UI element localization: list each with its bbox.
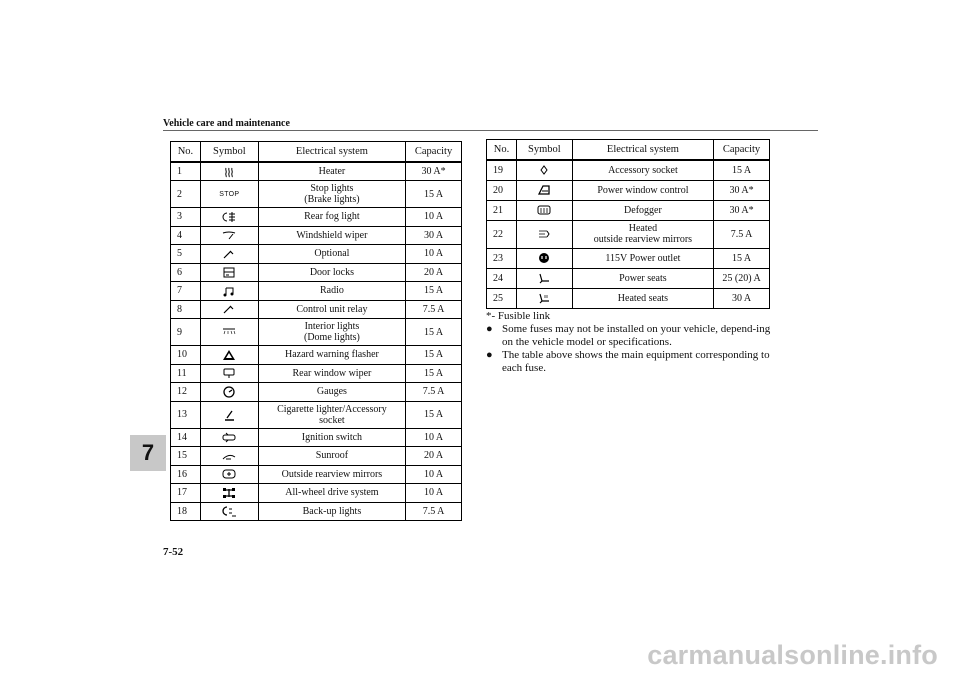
col-header-system: Electrical system (258, 142, 405, 163)
fuse-capacity: 15 A (406, 346, 462, 365)
fuse-symbol (200, 502, 258, 521)
fuse-capacity: 15 A (406, 401, 462, 428)
fuse-system (572, 268, 713, 288)
table-row (171, 364, 462, 383)
fuse-capacity: 15 A (714, 160, 770, 180)
table-row (171, 226, 462, 245)
fuse-symbol (200, 282, 258, 301)
fuse-number: 3 (171, 208, 201, 227)
fuse-capacity: 7.5 A (406, 502, 462, 521)
system-line: Hazard warning flasher (285, 349, 379, 361)
fuse-symbol (516, 200, 572, 220)
fuse-number: 8 (171, 300, 201, 319)
fuse-number: 7 (171, 282, 201, 301)
fuse-system (258, 263, 405, 282)
fuse-symbol (200, 162, 258, 181)
col-header-capacity: Capacity (714, 140, 770, 161)
system-line: socket (319, 414, 345, 426)
notes (486, 310, 776, 375)
system-line: All-wheel drive system (285, 487, 379, 499)
fuse-capacity: 7.5 A (406, 300, 462, 319)
fuse-capacity: 15 A (406, 364, 462, 383)
table-row (487, 268, 770, 288)
section-header: Vehicle care and maintenance (163, 118, 290, 129)
note-bullet (486, 349, 776, 375)
fuse-system (258, 447, 405, 466)
fuse-number: 6 (171, 263, 201, 282)
fuse-capacity: 10 A (406, 465, 462, 484)
fuse-number: 5 (171, 245, 201, 264)
fuse-symbol (200, 181, 258, 208)
col-header-symbol: Symbol (200, 142, 258, 163)
system-line: Door locks (309, 266, 354, 278)
fuse-symbol (200, 208, 258, 227)
table-row (171, 428, 462, 447)
table-row (487, 200, 770, 220)
fuse-system (572, 180, 713, 200)
fuse-capacity: 30 A* (714, 180, 770, 200)
table-row (171, 181, 462, 208)
all-wheel-drive-icon (222, 487, 236, 499)
table-row (171, 245, 462, 264)
fuse-system (258, 300, 405, 319)
fuse-system (258, 226, 405, 245)
fuse-system (258, 428, 405, 447)
system-line: outside rearview mirrors (593, 234, 693, 245)
fuse-system (572, 288, 713, 308)
system-line: Power window control (597, 184, 689, 196)
fuse-system (572, 200, 713, 220)
fuse-symbol (516, 268, 572, 288)
system-line: 115V Power outlet (605, 252, 681, 264)
col-header-no: No. (171, 142, 201, 163)
fuse-system (258, 401, 405, 428)
fuse-symbol (200, 300, 258, 319)
system-line: Cigarette lighter/Accessory (277, 403, 387, 415)
table-row (487, 180, 770, 200)
fuse-system (258, 282, 405, 301)
fuse-number: 15 (171, 447, 201, 466)
windshield-wiper-icon (222, 229, 236, 241)
interior-lights-icon (222, 326, 236, 338)
fuse-number: 10 (171, 346, 201, 365)
fuse-system (258, 364, 405, 383)
table-row (171, 383, 462, 402)
fuse-symbol (200, 245, 258, 264)
fuse-number: 12 (171, 383, 201, 402)
fuse-capacity: 30 A (406, 226, 462, 245)
gauges-icon (222, 386, 236, 398)
fuse-number: 21 (487, 200, 517, 220)
system-line: Heated (628, 223, 658, 234)
table-row (171, 465, 462, 484)
fuse-number: 18 (171, 502, 201, 521)
system-line: Radio (319, 285, 344, 297)
fuse-symbol (516, 180, 572, 200)
outside-mirrors-icon (222, 468, 236, 480)
system-line: Heated seats (617, 292, 669, 304)
fuse-symbol (516, 288, 572, 308)
fuse-symbol (516, 160, 572, 180)
col-header-no: No. (487, 140, 517, 161)
fuse-capacity: 20 A (406, 447, 462, 466)
accessory-socket-icon (537, 164, 551, 176)
fuse-table-left (170, 141, 462, 521)
fuse-number: 24 (487, 268, 517, 288)
table-row (487, 248, 770, 268)
fuse-symbol (200, 484, 258, 503)
system-line: Rear fog light (304, 211, 360, 223)
fuse-number: 4 (171, 226, 201, 245)
header-rule (163, 130, 818, 131)
fuse-capacity: 7.5 A (714, 220, 770, 248)
fuse-symbol (516, 248, 572, 268)
fuse-capacity: 7.5 A (406, 383, 462, 402)
fuse-system (258, 245, 405, 264)
ignition-switch-icon (222, 431, 236, 443)
fuse-number: 14 (171, 428, 201, 447)
page-number: 7-52 (163, 546, 184, 558)
radio-icon (222, 285, 236, 297)
rear-window-wiper-icon (222, 367, 236, 379)
table-row (171, 300, 462, 319)
system-line: Defogger (624, 204, 662, 216)
fuse-system (572, 220, 713, 248)
fuse-symbol (200, 319, 258, 346)
table-row (487, 160, 770, 180)
fuse-symbol (516, 220, 572, 248)
fuse-table-right (486, 139, 770, 309)
system-line: Gauges (316, 386, 347, 398)
fuse-symbol (200, 428, 258, 447)
fuse-symbol (200, 383, 258, 402)
system-line: Windshield wiper (296, 229, 368, 241)
fuse-number: 2 (171, 181, 201, 208)
fuse-symbol (200, 465, 258, 484)
table-row (487, 288, 770, 308)
table-row (171, 208, 462, 227)
power-seats-icon (537, 272, 551, 284)
fuse-capacity: 10 A (406, 484, 462, 503)
system-line: Sunroof (315, 450, 349, 462)
table-row (487, 220, 770, 248)
table-row (171, 263, 462, 282)
fuse-system (258, 502, 405, 521)
fuse-system (258, 181, 405, 208)
fuse-capacity: 30 A (714, 288, 770, 308)
fuse-system (258, 465, 405, 484)
fuse-capacity: 30 A* (714, 200, 770, 220)
fuse-capacity: 15 A (406, 181, 462, 208)
chapter-tab: 7 (130, 435, 166, 471)
heated-mirrors-icon (537, 228, 551, 240)
rear-fog-light-icon (222, 211, 236, 223)
back-up-lights-icon (222, 505, 236, 517)
note-bullet (486, 323, 776, 349)
system-line: Ignition switch (301, 431, 363, 443)
table-row (171, 447, 462, 466)
fuse-number: 16 (171, 465, 201, 484)
fuse-capacity: 30 A* (406, 162, 462, 181)
system-line: Optional (314, 248, 350, 260)
table-row (171, 319, 462, 346)
optional-icon (222, 248, 236, 260)
fuse-system (258, 319, 405, 346)
fuse-capacity: 10 A (406, 245, 462, 264)
col-header-capacity: Capacity (406, 142, 462, 163)
fuse-number: 13 (171, 401, 201, 428)
fuse-number: 25 (487, 288, 517, 308)
fuse-system (258, 208, 405, 227)
system-line: (Brake lights) (304, 194, 360, 205)
hazard-warning-icon (222, 349, 236, 361)
heater-icon (222, 166, 236, 178)
fuse-capacity: 25 (20) A (714, 268, 770, 288)
system-line: Back-up lights (302, 505, 362, 517)
table-row (171, 346, 462, 365)
power-window-icon (537, 184, 551, 196)
fuse-system (258, 383, 405, 402)
fuse-capacity: 20 A (406, 263, 462, 282)
note-bullet-text: The table above shows the main equipment corresponding to each fuse. (502, 349, 770, 374)
fuse-capacity: 10 A (406, 428, 462, 447)
fuse-symbol (200, 364, 258, 383)
fuse-symbol (200, 401, 258, 428)
system-line: Control unit relay (296, 303, 368, 315)
fuse-number: 20 (487, 180, 517, 200)
note-bullet-text: Some fuses may not be installed on your vehicle, depend-ing on the vehicle model or specifications. (502, 323, 771, 348)
system-line: Accessory socket (608, 164, 678, 176)
fuse-capacity: 15 A (406, 282, 462, 301)
col-header-symbol: Symbol (516, 140, 572, 161)
table-row (171, 484, 462, 503)
system-line: Outside rearview mirrors (281, 468, 383, 480)
fuse-system (258, 162, 405, 181)
table-row (171, 401, 462, 428)
system-line: Rear window wiper (292, 367, 372, 379)
fuse-capacity: 15 A (406, 319, 462, 346)
table-row (171, 162, 462, 181)
power-outlet-icon (537, 252, 551, 264)
system-line: Power seats (619, 272, 667, 284)
bullet-dot-icon: ● (486, 349, 493, 361)
fuse-number: 9 (171, 319, 201, 346)
fuse-symbol (200, 226, 258, 245)
bullet-dot-icon: ● (486, 323, 493, 335)
sunroof-icon (222, 450, 236, 462)
fuse-number: 19 (487, 160, 517, 180)
defogger-icon (537, 204, 551, 216)
fuse-system (572, 160, 713, 180)
door-locks-icon (222, 266, 236, 278)
col-header-system: Electrical system (572, 140, 713, 161)
table-row (171, 502, 462, 521)
fuse-number: 17 (171, 484, 201, 503)
system-line: Heater (318, 166, 346, 177)
fuse-symbol (200, 447, 258, 466)
heated-seats-icon (537, 292, 551, 304)
fuse-capacity: 15 A (714, 248, 770, 268)
fuse-system (258, 484, 405, 503)
fuse-symbol (200, 263, 258, 282)
watermark: carmanualsonline.info (647, 640, 938, 670)
fuse-number: 23 (487, 248, 517, 268)
system-line: Interior lights (304, 321, 360, 332)
control-unit-relay-icon (222, 303, 236, 315)
fuse-number: 22 (487, 220, 517, 248)
fuse-system (258, 346, 405, 365)
fuse-number: 11 (171, 364, 201, 383)
cigarette-lighter-icon (222, 409, 236, 421)
fuse-number: 1 (171, 162, 201, 181)
table-row (171, 282, 462, 301)
system-line: (Dome lights) (304, 332, 360, 343)
fuse-system (572, 248, 713, 268)
system-line: Stop lights (310, 183, 354, 194)
fuse-symbol (200, 346, 258, 365)
fuse-capacity: 10 A (406, 208, 462, 227)
stop-lights-icon: STOP (219, 191, 240, 198)
fusible-link-note: *- Fusible link (486, 310, 551, 322)
